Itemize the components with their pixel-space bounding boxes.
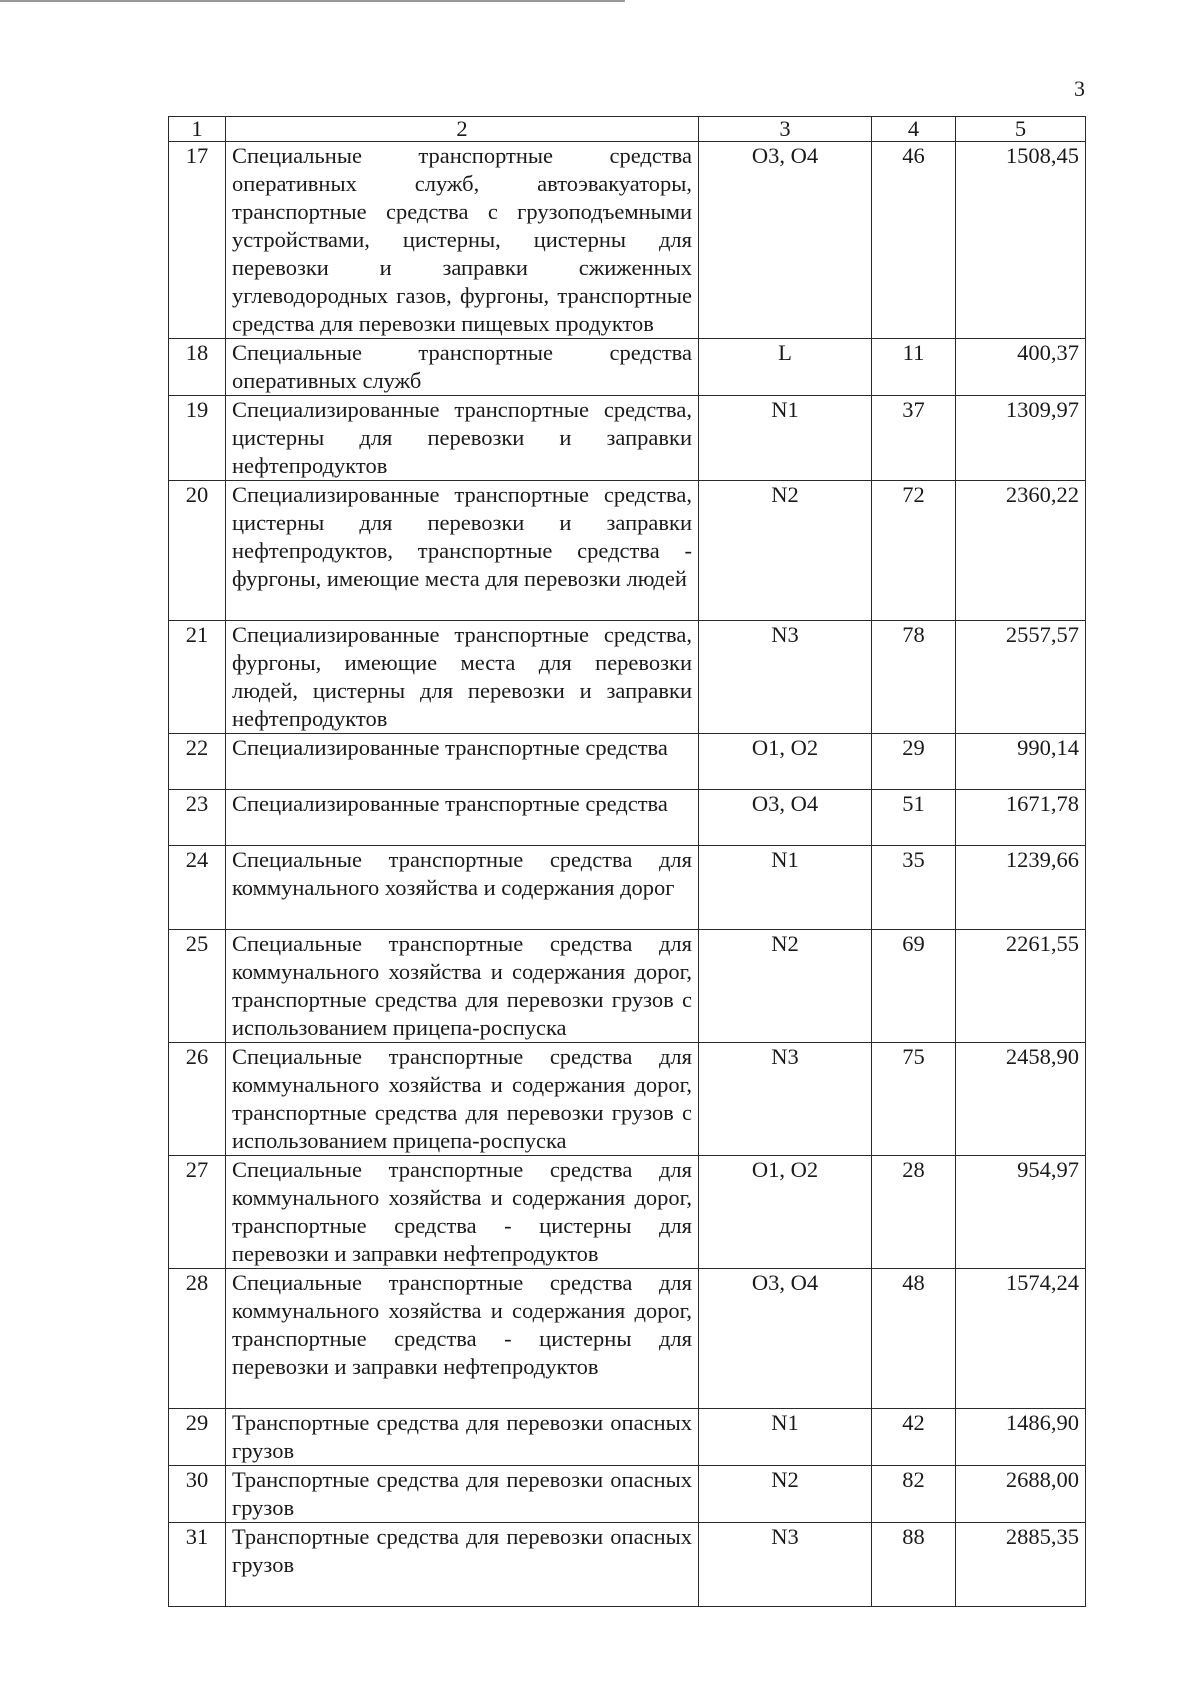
row-number: 21 xyxy=(169,621,226,734)
row-count: 11 xyxy=(872,339,956,396)
row-description: Специальные транспортные средства для коммунального хозяйства и содержания дорог xyxy=(226,846,699,930)
row-category: L xyxy=(699,339,872,396)
row-number: 20 xyxy=(169,481,226,621)
column-header: 1 xyxy=(169,117,226,142)
row-category: О3, О4 xyxy=(699,142,872,339)
row-category: N3 xyxy=(699,621,872,734)
row-amount: 2885,35 xyxy=(956,1523,1086,1607)
table-row xyxy=(169,142,1086,339)
row-count: 35 xyxy=(872,846,956,930)
row-description: Специализированные транспортные средства xyxy=(226,790,699,846)
row-amount: 2458,90 xyxy=(956,1043,1086,1156)
row-number: 18 xyxy=(169,339,226,396)
row-amount: 990,14 xyxy=(956,734,1086,790)
row-count: 48 xyxy=(872,1269,956,1409)
row-description: Транспортные средства для перевозки опасных грузов xyxy=(226,1466,699,1523)
row-count: 28 xyxy=(872,1156,956,1269)
column-header: 4 xyxy=(872,117,956,142)
row-amount: 2261,55 xyxy=(956,930,1086,1043)
row-category: N1 xyxy=(699,1409,872,1466)
row-amount: 1239,66 xyxy=(956,846,1086,930)
row-category: N2 xyxy=(699,1466,872,1523)
row-amount: 2360,22 xyxy=(956,481,1086,621)
row-description: Специализированные транспортные средства xyxy=(226,734,699,790)
column-header: 3 xyxy=(699,117,872,142)
row-count: 75 xyxy=(872,1043,956,1156)
row-category: О1, О2 xyxy=(699,734,872,790)
row-number: 30 xyxy=(169,1466,226,1523)
row-amount: 1574,24 xyxy=(956,1269,1086,1409)
row-count: 29 xyxy=(872,734,956,790)
row-description: Специальные транспортные средства для коммунального хозяйства и содержания дорог, транспортные средства - цистерны для перевозки и заправки нефтепродуктов xyxy=(226,1269,699,1409)
table-row xyxy=(169,621,1086,734)
row-number: 31 xyxy=(169,1523,226,1607)
row-number: 29 xyxy=(169,1409,226,1466)
row-amount: 954,97 xyxy=(956,1156,1086,1269)
row-number: 26 xyxy=(169,1043,226,1156)
row-description: Специальные транспортные средства для коммунального хозяйства и содержания дорог, транспортные средства - цистерны для перевозки и заправки нефтепродуктов xyxy=(226,1156,699,1269)
row-category: О3, О4 xyxy=(699,1269,872,1409)
row-amount: 2688,00 xyxy=(956,1466,1086,1523)
table-row xyxy=(169,1466,1086,1523)
row-description: Транспортные средства для перевозки опасных грузов xyxy=(226,1523,699,1607)
column-header: 5 xyxy=(956,117,1086,142)
column-header: 2 xyxy=(226,117,699,142)
row-description: Специальные транспортные средства оперативных служб, автоэвакуаторы, транспортные средства с грузоподъемными устройствами, цистерны, цистерны для перевозки и заправки сжиженных углеводородных газов, фургоны, транспортные средства для перевозки пищевых продуктов xyxy=(226,142,699,339)
row-amount: 400,37 xyxy=(956,339,1086,396)
row-number: 27 xyxy=(169,1156,226,1269)
row-category: N3 xyxy=(699,1523,872,1607)
table-row xyxy=(169,734,1086,790)
row-description: Транспортные средства для перевозки опасных грузов xyxy=(226,1409,699,1466)
page-number: 3 xyxy=(1074,76,1085,101)
row-number: 23 xyxy=(169,790,226,846)
row-amount: 1486,90 xyxy=(956,1409,1086,1466)
row-number: 28 xyxy=(169,1269,226,1409)
row-category: N3 xyxy=(699,1043,872,1156)
table-row xyxy=(169,1156,1086,1269)
row-category: N1 xyxy=(699,396,872,481)
row-number: 17 xyxy=(169,142,226,339)
row-count: 46 xyxy=(872,142,956,339)
row-amount: 1508,45 xyxy=(956,142,1086,339)
table-row xyxy=(169,339,1086,396)
row-count: 88 xyxy=(872,1523,956,1607)
row-number: 19 xyxy=(169,396,226,481)
table-row xyxy=(169,396,1086,481)
row-count: 72 xyxy=(872,481,956,621)
table-row xyxy=(169,1269,1086,1409)
row-count: 78 xyxy=(872,621,956,734)
row-amount: 1671,78 xyxy=(956,790,1086,846)
table-row xyxy=(169,481,1086,621)
row-amount: 2557,57 xyxy=(956,621,1086,734)
table-header-row xyxy=(169,117,1086,142)
row-description: Специализированные транспортные средства, фургоны, имеющие места для перевозки людей, цистерны для перевозки и заправки нефтепродуктов xyxy=(226,621,699,734)
row-category: N2 xyxy=(699,481,872,621)
row-description: Специальные транспортные средства оперативных служб xyxy=(226,339,699,396)
row-description: Специальные транспортные средства для коммунального хозяйства и содержания дорог, транспортные средства для перевозки грузов с использованием прицепа-роспуска xyxy=(226,1043,699,1156)
row-count: 82 xyxy=(872,1466,956,1523)
row-category: N2 xyxy=(699,930,872,1043)
table-row xyxy=(169,1409,1086,1466)
row-description: Специализированные транспортные средства, цистерны для перевозки и заправки нефтепродуктов xyxy=(226,396,699,481)
row-count: 42 xyxy=(872,1409,956,1466)
row-description: Специализированные транспортные средства, цистерны для перевозки и заправки нефтепродуктов, транспортные средства - фургоны, имеющие места для перевозки людей xyxy=(226,481,699,621)
row-amount: 1309,97 xyxy=(956,396,1086,481)
table-row xyxy=(169,1523,1086,1607)
row-count: 69 xyxy=(872,930,956,1043)
row-description: Специальные транспортные средства для коммунального хозяйства и содержания дорог, транспортные средства для перевозки грузов с использованием прицепа-роспуска xyxy=(226,930,699,1043)
row-number: 24 xyxy=(169,846,226,930)
row-category: N1 xyxy=(699,846,872,930)
row-number: 25 xyxy=(169,930,226,1043)
table-row xyxy=(169,1043,1086,1156)
row-category: О3, О4 xyxy=(699,790,872,846)
table-row xyxy=(169,790,1086,846)
table-row xyxy=(169,846,1086,930)
table-row xyxy=(169,930,1086,1043)
row-count: 37 xyxy=(872,396,956,481)
row-category: О1, О2 xyxy=(699,1156,872,1269)
top-rule xyxy=(0,0,625,2)
data-table xyxy=(168,116,1086,1607)
row-count: 51 xyxy=(872,790,956,846)
row-number: 22 xyxy=(169,734,226,790)
